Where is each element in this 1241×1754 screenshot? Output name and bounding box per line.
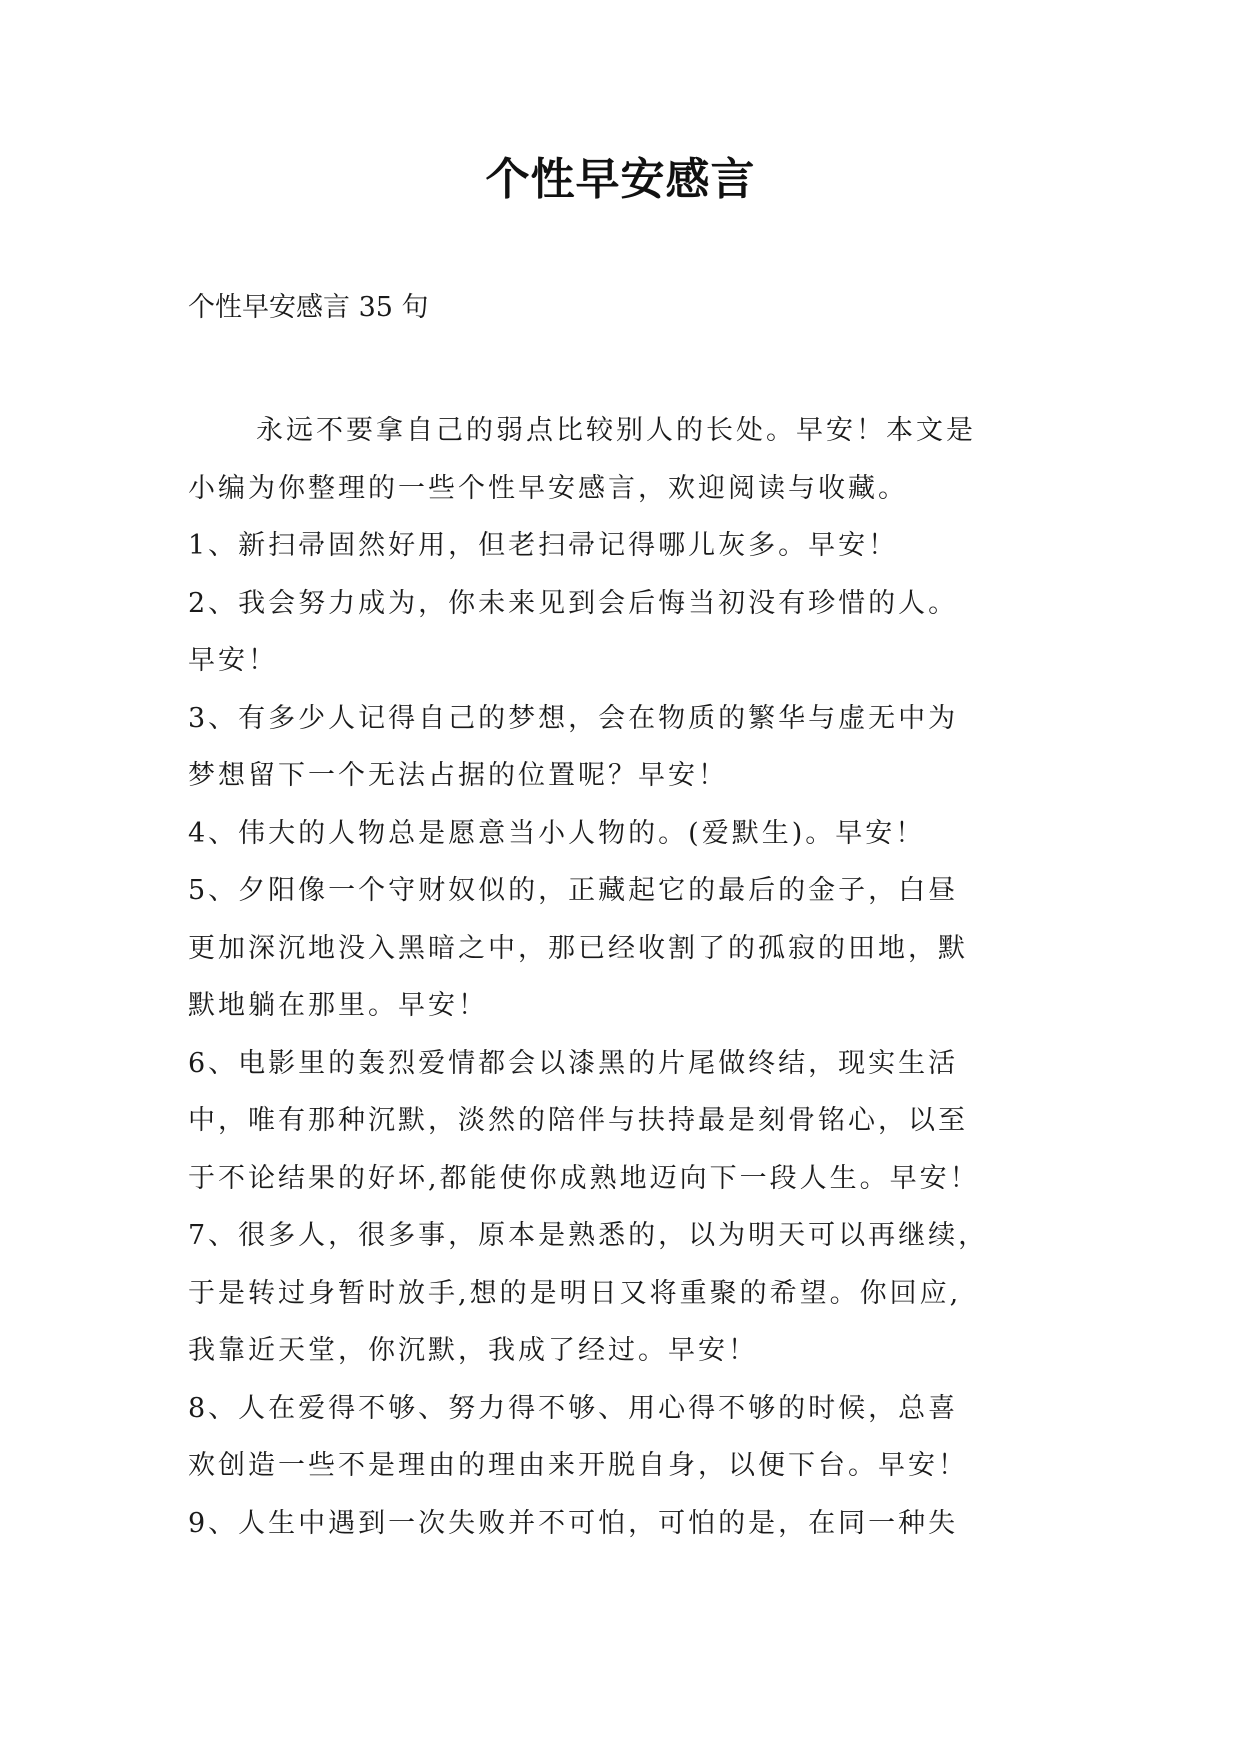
quote-line: 4、伟大的人物总是愿意当小人物的。(爱默生)。早安！ [188, 817, 926, 849]
quote-line: 欢创造一些不是理由的理由来开脱自身，以便下台。早安！ [188, 1450, 968, 1481]
quote-line: 更加深沉地没入黑暗之中，那已经收割了的孤寂的田地，默 [188, 932, 968, 964]
quote-line: 3、有多少人记得自己的梦想，会在物质的繁华与虚无中为 [188, 702, 959, 734]
quote-line: 默地躺在那里。早安！ [188, 990, 488, 1021]
quote-line: 5、夕阳像一个守财奴似的，正藏起它的最后的金子，白昼 [188, 875, 959, 906]
document-title: 个性早安感言 [485, 154, 756, 205]
document-subtitle: 个性早安感言 35 句 [188, 292, 429, 323]
quote-line: 1、新扫帚固然好用，但老扫帚记得哪儿灰多。早安！ [188, 530, 899, 561]
quote-line: 早安！ [188, 645, 278, 676]
quote-line: 中，唯有那种沉默，淡然的陪伴与扶持最是刻骨铭心，以至 [188, 1105, 968, 1136]
quote-line: 于不论结果的好坏,都能使你成熟地迈向下一段人生。早安！ [188, 1162, 980, 1194]
quote-line: 9、人生中遇到一次失败并不可怕，可怕的是，在同一种失 [188, 1507, 959, 1539]
quote-line: 8、人在爱得不够、努力得不够、用心得不够的时候，总喜 [188, 1392, 959, 1424]
quote-line: 我靠近天堂，你沉默，我成了经过。早安！ [188, 1335, 758, 1366]
quote-line: 7、很多人，很多事，原本是熟悉的，以为明天可以再继续， [188, 1220, 989, 1251]
quote-line: 6、电影里的轰烈爱情都会以漆黑的片尾做终结，现实生活 [188, 1047, 959, 1079]
intro-line: 永远不要拿自己的弱点比较别人的长处。早安！本文是 [256, 415, 976, 446]
quote-line: 2、我会努力成为，你未来见到会后悔当初没有珍惜的人。 [188, 587, 959, 619]
document-body [188, 402, 1058, 1552]
quote-line: 于是转过身暂时放手,想的是明日又将重聚的希望。你回应, [188, 1277, 962, 1309]
intro-line: 小编为你整理的一些个性早安感言，欢迎阅读与收藏。 [188, 472, 908, 504]
quote-line: 梦想留下一个无法占据的位置呢？早安！ [188, 760, 728, 791]
